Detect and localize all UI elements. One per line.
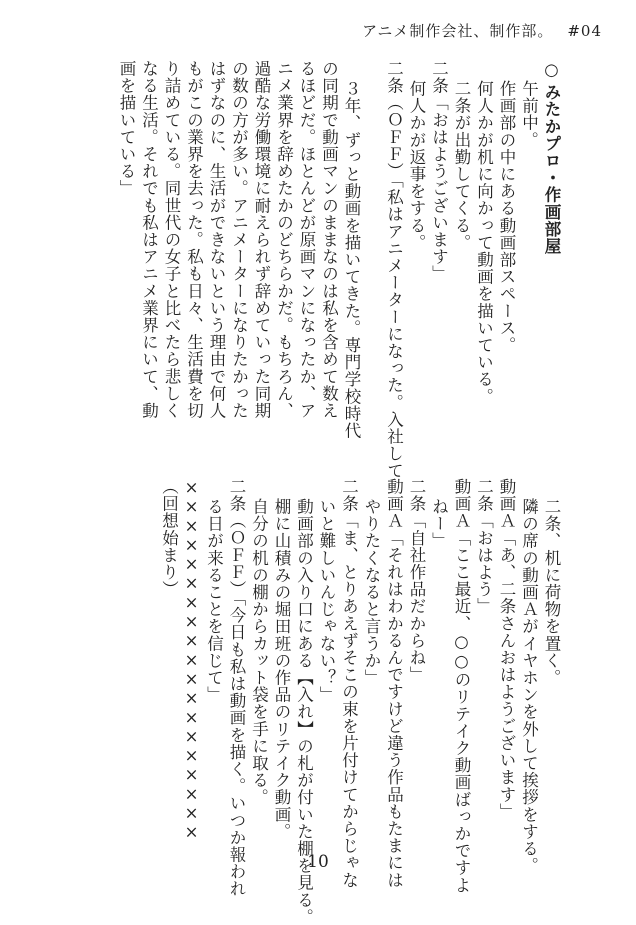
dialogue-line: 動画Ａ「ここ最近、○○のリテイク動画ばっかですよ xyxy=(452,478,471,894)
scene-heading-text: みたかプロ・作画部屋 xyxy=(542,83,561,255)
direction-line: 隣の席の動画Ａがイヤホンを外して挨拶をする。 xyxy=(519,497,539,874)
header-title: アニメ制作会社、制作部。 xyxy=(362,22,554,40)
dialogue-line: 二条「おはよう」 xyxy=(474,478,494,615)
dialogue-line: 二条「おはようございます」 xyxy=(429,60,449,283)
dialogue-line: 二条「ま、とりあえずそこの束を片付けてからじゃな xyxy=(339,478,359,889)
direction-line: 何人かが返事をする。 xyxy=(407,79,426,251)
running-header xyxy=(362,20,602,41)
direction-line: 午前中。 xyxy=(519,79,539,149)
episode-number: #04 xyxy=(567,22,602,40)
dialogue-continuation: ３年、ずっと動画を描いてきた。専門学校時代 xyxy=(342,79,361,439)
direction-line: 作画部の中にある動画部スペース。 xyxy=(497,79,516,354)
dialogue-continuation: もがこの業界を去った。私も日々、生活費を切 xyxy=(184,60,204,420)
page-number: 10 xyxy=(307,852,329,872)
dialogue-continuation: の数の方が多い。アニメーターになりたかった xyxy=(229,60,249,420)
direction-line: 二条が出勤してくる。 xyxy=(452,79,471,251)
top-text-block xyxy=(115,60,563,480)
dialogue-line: 動画Ａ「それはわかるんですけど違う作品もたまには xyxy=(384,478,404,889)
direction-line: 何人かが机に向かって動画を描いている。 xyxy=(474,79,494,405)
direction-line: 棚に山積みの堀田班の作品のリテイク動画。 xyxy=(272,497,291,840)
dialogue-continuation: なる生活。それでも私はアニメ業界にいて、動 xyxy=(139,60,159,420)
dialogue-continuation: やりたくなると言うか」 xyxy=(362,497,381,686)
direction-line: 自分の机の棚からカット袋を手に取る。 xyxy=(249,497,269,806)
direction-line: 動画部の入り口にある【入れ】の札が付いた棚を見る。 xyxy=(294,497,314,925)
dialogue-line: 二条（ＯＦＦ）「今日も私は動画を描く。いつか報われ xyxy=(227,478,246,898)
scene-heading xyxy=(540,60,563,445)
dialogue-continuation: るほどだ。ほとんどが原画マンになったか、ア xyxy=(297,60,316,420)
dialogue-continuation: ニメ業界を辞めたかのどちらかだ。もちろん、 xyxy=(274,60,294,420)
dialogue-line: 二条（ＯＦＦ）「私はアニメーターになった。入社して xyxy=(384,60,404,480)
dialogue-continuation: 過酷な労働環境に耐えられず辞めていった同期 xyxy=(252,60,271,420)
dialogue-continuation: り詰めている。同世代の女子と比べたら悲しく xyxy=(162,60,181,420)
dialogue-continuation: の同期で動画マンのままなのは私を含めて数え xyxy=(319,60,339,420)
dialogue-continuation: ねー」 xyxy=(429,497,449,550)
dialogue-continuation: いと難しいんじゃない？」 xyxy=(317,497,336,703)
dialogue-continuation: る日が来ることを信じて」 xyxy=(204,497,224,703)
flashback-note: （回想始まり） xyxy=(159,478,179,598)
scene-break-crosses: ××××××××××××××××××× xyxy=(182,478,201,842)
dialogue-continuation: 画を描いている」 xyxy=(117,60,136,197)
scene-mark: ○ xyxy=(542,60,561,80)
dialogue-line: 動画Ａ「あ、二条さんおはようございます」 xyxy=(497,478,516,820)
direction-line: 二条、机に荷物を置く。 xyxy=(542,497,561,686)
dialogue-continuation: はずなのに、生活ができないという理由で何人 xyxy=(207,60,226,420)
dialogue-line: 二条「自社作品だからね」 xyxy=(407,478,426,684)
